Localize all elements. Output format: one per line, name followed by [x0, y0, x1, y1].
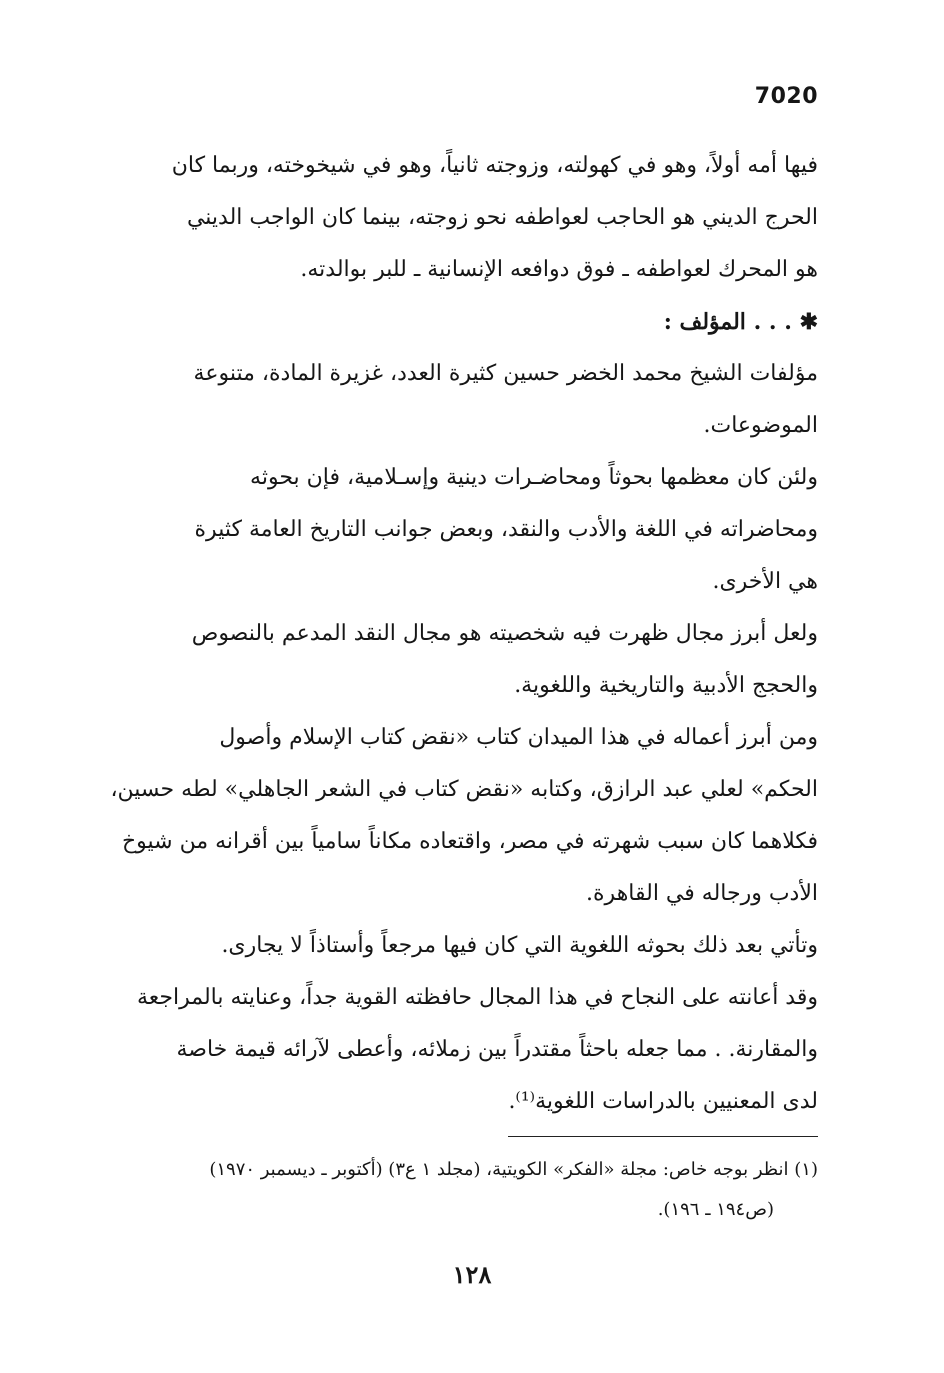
- text-line: والمقارنة. . مما جعله باحثاً مقتدراً بين زملائه، وأعطى لآرائه قيمة خاصة: [176, 1037, 818, 1062]
- paragraph-4: [108, 608, 818, 712]
- paragraph-3: [108, 452, 818, 608]
- section-heading: [108, 296, 818, 348]
- text-line: الموضوعات.: [703, 413, 818, 438]
- paragraph-1: [108, 140, 818, 296]
- paragraph-5: [108, 712, 818, 920]
- asterisk-icon: ✱: [799, 309, 818, 335]
- text-line: وتأتي بعد ذلك بحوثه اللغوية التي كان فيها مرجعاً وأستاذاً لا يجارى.: [221, 933, 818, 958]
- text-line: مؤلفات الشيخ محمد الخضر حسين كثيرة العدد، غزيرة المادة، متنوعة: [193, 361, 818, 386]
- text-line: هو المحرك لعواطفه ـ فوق دوافعه الإنسانية ـ للبر بوالدته.: [300, 257, 818, 282]
- text-line: لدى المعنيين بالدراسات اللغوية⁽¹⁾.: [508, 1089, 818, 1114]
- footnote: [108, 1150, 818, 1230]
- text-line: وقد أعانته على النجاح في هذا المجال حافظته القوية جداً، وعنايته بالمراجعة: [136, 985, 818, 1010]
- footnote-divider: [508, 1136, 818, 1137]
- footnote-line: (١) انظر بوجه خاص: مجلة «الفكر» الكويتية، (مجلد ١ ع٣) (أكتوبر ـ ديسمبر ١٩٧٠): [209, 1159, 818, 1180]
- document-number: 7020: [754, 84, 818, 109]
- text-line: هي الأخرى.: [712, 569, 818, 594]
- text-line: ومن أبرز أعماله في هذا الميدان كتاب «نقض كتاب الإسلام وأصول: [219, 725, 818, 750]
- body-text: [108, 140, 818, 1128]
- page-number: ١٢٨: [452, 1260, 492, 1289]
- text-line: فيها أمه أولاً، وهو في كهولته، وزوجته ثانياً، وهو في شيخوخته، وربما كان: [171, 153, 818, 178]
- footnote-line: (ص١٩٤ ـ ١٩٦).: [657, 1199, 774, 1220]
- section-heading-text: . . . المؤلف :: [663, 309, 792, 335]
- text-line: ولعل أبرز مجال ظهرت فيه شخصيته هو مجال النقد المدعم بالنصوص: [191, 621, 818, 646]
- text-line: الحكم» لعلي عبد الرازق، وكتابه «نقض كتاب في الشعر الجاهلي» لطه حسين،: [110, 777, 818, 802]
- text-line: والحجج الأدبية والتاريخية واللغوية.: [514, 673, 818, 698]
- paragraph-6: [108, 920, 818, 1128]
- paragraph-2: [108, 348, 818, 452]
- text-line: الأدب ورجاله في القاهرة.: [586, 881, 818, 906]
- text-line: ومحاضراته في اللغة والأدب والنقد، وبعض جوانب التاريخ العامة كثيرة: [194, 517, 818, 542]
- text-line: ولئن كان معظمها بحوثاً ومحاضـرات دينية وإسـلامية، فإن بحوثه: [250, 465, 818, 490]
- text-line: الحرج الديني هو الحاجب لعواطفه نحو زوجته، بينما كان الواجب الديني: [186, 205, 818, 230]
- text-line: فكلاهما كان سبب شهرته في مصر، واقتعاده مكاناً سامياً بين أقرانه من شيوخ: [121, 829, 818, 854]
